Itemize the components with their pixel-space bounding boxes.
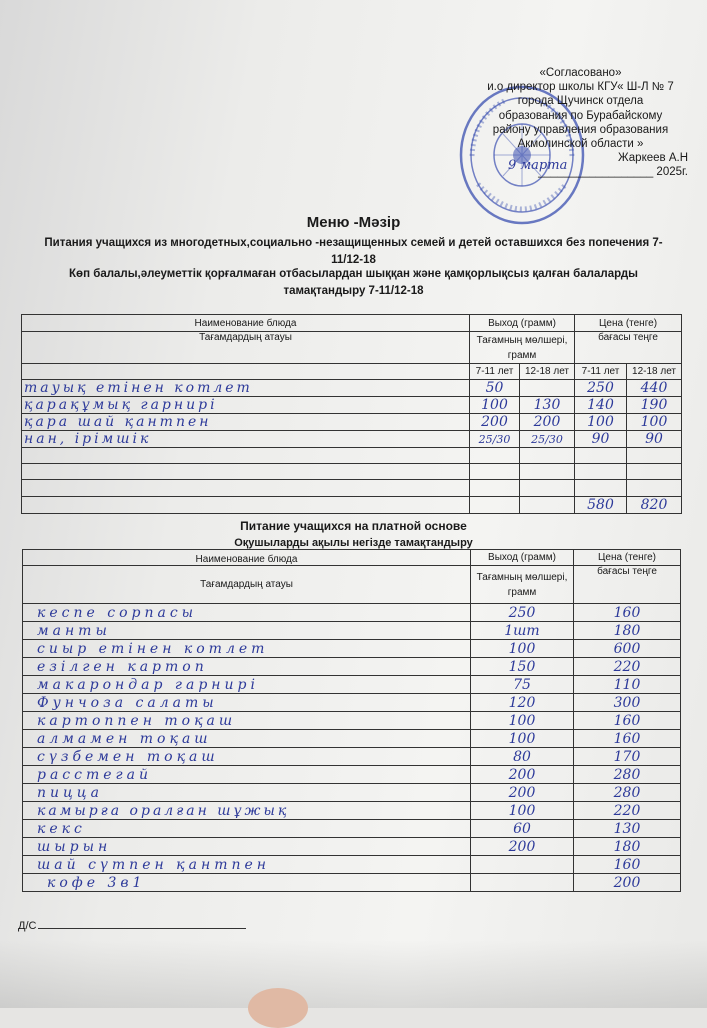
dish-name: кекс <box>23 820 471 838</box>
dish-price: 220 <box>574 658 681 676</box>
dish-output: 75 <box>471 676 574 694</box>
ds-underline <box>38 928 246 929</box>
dish-price: 160 <box>574 730 681 748</box>
dish-output: 120 <box>471 694 574 712</box>
dish-price: 440 <box>627 380 682 397</box>
dish-output: 100 <box>471 640 574 658</box>
total-price: 820 <box>627 497 682 514</box>
dish-output: 80 <box>471 748 574 766</box>
dish-price: 600 <box>574 640 681 658</box>
dish-price: 220 <box>574 802 681 820</box>
approval-signer: Жаркеев А.Н <box>618 152 688 165</box>
paid-title-ru: Питание учащихся на платной основе <box>240 519 467 533</box>
dish-price: 90 <box>575 431 627 448</box>
age-column: 12-18 лет <box>627 364 682 380</box>
empty-cell <box>22 448 470 464</box>
dish-price: 250 <box>575 380 627 397</box>
dish-output: 150 <box>471 658 574 676</box>
header-price-ru: Цена (тенге) <box>574 550 681 566</box>
dish-output <box>520 380 575 397</box>
dish-price: 140 <box>575 397 627 414</box>
approval-line: району управления образования <box>492 123 669 136</box>
handwritten-date: 9 марта <box>508 158 568 174</box>
dish-price: 160 <box>574 856 681 874</box>
header-price-kz: бағасы теңге <box>574 566 681 604</box>
dish-price: 90 <box>627 431 682 448</box>
dish-name: расстегай <box>23 766 471 784</box>
dish-price: 180 <box>574 838 681 856</box>
header-output-ru: Выход (грамм) <box>470 315 575 332</box>
dish-output: 1шт <box>471 622 574 640</box>
dish-name: езілген картоп <box>23 658 471 676</box>
benefit-menu-table <box>21 314 682 514</box>
ds-signature-line <box>18 920 246 932</box>
dish-price: 180 <box>574 622 681 640</box>
header-output-kz: Тағамның мөлшері, грамм <box>470 332 575 364</box>
dish-name: кофе 3в1 <box>23 874 471 892</box>
dish-output: 200 <box>520 414 575 431</box>
dish-output: 200 <box>471 838 574 856</box>
dish-price: 160 <box>574 712 681 730</box>
dish-name: картоппен тоқаш <box>23 712 471 730</box>
date-line: __________________ 2025г. <box>538 166 688 179</box>
dish-price: 190 <box>627 397 682 414</box>
dish-output: 100 <box>470 397 520 414</box>
approval-line: города Щучинск отдела <box>517 95 644 108</box>
dish-name: шай сүтпен қантпен <box>23 856 471 874</box>
dish-name: камырға оралған шұжық <box>23 802 471 820</box>
dish-output: 200 <box>470 414 520 431</box>
dish-output: 130 <box>520 397 575 414</box>
dish-output <box>471 856 574 874</box>
dish-price: 300 <box>574 694 681 712</box>
age-column: 7-11 лет <box>470 364 520 380</box>
header-name-ru: Наименование блюда <box>23 550 471 566</box>
ds-label: Д/С <box>18 920 37 932</box>
paid-menu-table <box>22 549 681 892</box>
dish-name: қара шай қантпен <box>22 414 470 431</box>
dish-price: 110 <box>574 676 681 694</box>
dish-output: 25/30 <box>470 431 520 448</box>
dish-output: 200 <box>471 766 574 784</box>
age-column: 12-18 лет <box>520 364 575 380</box>
total-price: 580 <box>575 497 627 514</box>
dish-output: 250 <box>471 604 574 622</box>
header-name-kz: Тағамдардың атауы <box>22 332 470 364</box>
paid-title-kz: Оқушыларды ақылы негізде тамақтандыру <box>234 537 473 549</box>
dish-price: 280 <box>574 766 681 784</box>
age-column: 7-11 лет <box>575 364 627 380</box>
dish-name: макарондар гарнирі <box>23 676 471 694</box>
dish-output: 200 <box>471 784 574 802</box>
dish-price: 280 <box>574 784 681 802</box>
dish-output: 100 <box>471 802 574 820</box>
dish-name: нан, ірімшік <box>22 431 470 448</box>
header-name-ru: Наименование блюда <box>22 315 470 332</box>
photo-shadow <box>0 940 707 1008</box>
dish-name: кеспе сорпасы <box>23 604 471 622</box>
approval-block <box>468 66 693 180</box>
approval-line: «Согласовано» <box>539 67 622 79</box>
dish-name: пицца <box>23 784 471 802</box>
dish-price: 100 <box>575 414 627 431</box>
empty-cell <box>22 364 470 380</box>
dish-name: алмамен тоқаш <box>23 730 471 748</box>
header-price-kz: бағасы теңге <box>575 332 682 364</box>
dish-name: қарақұмық гарнирі <box>22 397 470 414</box>
approval-line: и.о директор школы КГУ« Ш-Л № 7 <box>487 81 674 94</box>
approval-line: образования по Бурабайскому <box>498 109 663 122</box>
dish-name: сиыр етінен котлет <box>23 640 471 658</box>
dish-price: 160 <box>574 604 681 622</box>
dish-name: сүзбемен тоқаш <box>23 748 471 766</box>
dish-price: 170 <box>574 748 681 766</box>
dish-output: 60 <box>471 820 574 838</box>
empty-cell <box>22 497 470 514</box>
dish-price: 200 <box>574 874 681 892</box>
menu-title: Меню -Мәзір <box>306 214 401 231</box>
subtitle-ru: Питания учащихся из многодетных,социально -незащищенных семей и детей оставшихся без попечения 7-11/12-18 <box>44 237 663 266</box>
dish-price: 100 <box>627 414 682 431</box>
dish-name: шырын <box>23 838 471 856</box>
dish-output: 100 <box>471 730 574 748</box>
dish-output: 25/30 <box>520 431 575 448</box>
header-output-ru: Выход (грамм) <box>471 550 574 566</box>
subtitle-kz: Көп балалы,әлеуметтік қорғалмаған отбасылардан шыққан және қамқорлықсыз қалған балаларды тамақтандыру 7-11/12-18 <box>69 268 638 297</box>
dish-price: 130 <box>574 820 681 838</box>
header-output-kz: Тағамның мөлшері, грамм <box>471 566 574 604</box>
header-name-kz: Тағамдардың атауы <box>23 566 471 604</box>
dish-name: Фунчоза салаты <box>23 694 471 712</box>
dish-name: тауық етінен котлет <box>22 380 470 397</box>
empty-cell <box>22 480 470 497</box>
dish-output: 50 <box>470 380 520 397</box>
dish-output <box>471 874 574 892</box>
finger-thumb <box>248 988 308 1028</box>
header-price-ru: Цена (тенге) <box>575 315 682 332</box>
empty-cell <box>22 464 470 480</box>
dish-name: манты <box>23 622 471 640</box>
dish-output: 100 <box>471 712 574 730</box>
approval-line: Акмолинской области » <box>517 138 644 151</box>
